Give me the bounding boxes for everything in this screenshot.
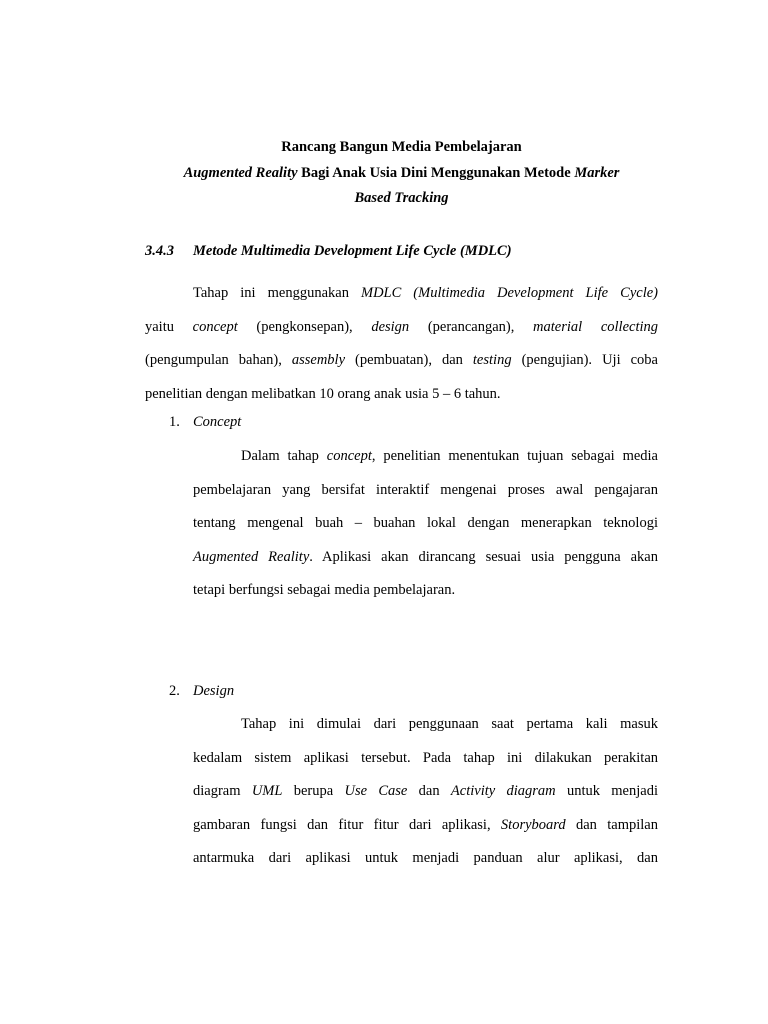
text-run: . Aplikasi akan dirancang sesuai usia pengguna akan	[309, 548, 658, 565]
title-line-3	[145, 186, 658, 212]
text-run: yaitu	[145, 318, 193, 335]
title-italic-marker: Marker	[574, 164, 620, 181]
text-run: (pembuatan), dan	[345, 352, 473, 369]
intro-line-2	[145, 311, 658, 345]
text-run-italic: design	[371, 318, 410, 335]
design-paragraph	[193, 708, 658, 876]
title-italic-tracking: Based Tracking	[354, 190, 449, 206]
text-run: dan	[407, 783, 451, 800]
design-line-3	[193, 775, 658, 809]
text-run: (pengkonsepan),	[237, 318, 372, 335]
section-number: 3.4.3	[145, 243, 174, 259]
text-run: berupa	[282, 783, 345, 800]
text-run-italic: concept	[326, 448, 372, 464]
text-run-italic: UML	[251, 783, 283, 800]
list-marker: 1.	[169, 414, 180, 430]
list-label: Concept	[193, 414, 242, 430]
intro-line-1	[145, 277, 658, 311]
concept-line-3: tentang mengenal buah – buahan lokal dengan menerapkan teknologi	[193, 515, 658, 532]
section-heading	[145, 243, 512, 260]
text-run-italic: material collecting	[533, 318, 658, 335]
list-item-design	[169, 683, 234, 700]
text-run: untuk menjadi	[555, 783, 658, 800]
text-run-italic: Activity diagram	[450, 783, 556, 800]
concept-line-4	[193, 541, 658, 575]
intro-paragraph	[145, 277, 658, 411]
intro-line-4: penelitian dengan melibatkan 10 orang anak usia 5 – 6 tahun.	[145, 385, 501, 402]
concept-line-2: pembelajaran yang bersifat interaktif mengenai proses awal pengajaran	[193, 481, 658, 498]
concept-paragraph	[193, 440, 658, 608]
text-run-italic: Storyboard	[500, 816, 566, 833]
text-run: diagram	[193, 783, 252, 800]
text-run-italic: testing	[472, 352, 512, 369]
design-line-1: Tahap ini dimulai dari penggunaan saat pertama kali masuk	[241, 716, 658, 732]
concept-line-5: tetapi berfungsi sebagai media pembelajaran.	[193, 582, 456, 599]
text-run: , penelitian menentukan tujuan sebagai media	[371, 448, 658, 464]
text-run-italic: Use Case	[344, 783, 408, 800]
document-title	[145, 135, 658, 212]
title-italic-ar: Augmented Reality	[183, 164, 298, 181]
list-item-concept	[169, 414, 241, 431]
section-title: Metode Multimedia Development Life Cycle (MDLC)	[193, 243, 512, 259]
text-run-italic: concept	[192, 318, 238, 335]
text-run: (pengujian). Uji coba	[511, 352, 658, 369]
text-run-italic: Augmented Reality	[193, 548, 310, 565]
text-run: Dalam tahap	[241, 448, 327, 464]
intro-line-3	[145, 344, 658, 378]
design-line-2: kedalam sistem aplikasi tersebut. Pada tahap ini dilakukan perakitan	[193, 749, 658, 766]
list-marker: 2.	[169, 683, 180, 699]
design-line-4	[193, 809, 658, 843]
text-run-italic: assembly	[291, 352, 346, 369]
text-run: gambaran fungsi dan fitur fitur dari aplikasi,	[193, 816, 501, 833]
design-line-5: antarmuka dari aplikasi untuk menjadi panduan alur aplikasi, dan	[193, 850, 658, 867]
text-run: (pengumpulan bahan),	[145, 352, 292, 369]
text-run: dan tampilan	[565, 816, 658, 833]
title-plain: Bagi Anak Usia Dini Menggunakan Metode	[297, 164, 575, 181]
text-run: (perancangan),	[409, 318, 534, 335]
title-line-2	[145, 161, 658, 187]
text-run: Tahap ini menggunakan	[193, 285, 361, 301]
title-line-1: Rancang Bangun Media Pembelajaran	[281, 139, 522, 155]
text-run-italic: MDLC (Multimedia Development Life Cycle)	[360, 285, 658, 301]
list-label: Design	[193, 683, 235, 699]
concept-line-1	[193, 440, 658, 474]
